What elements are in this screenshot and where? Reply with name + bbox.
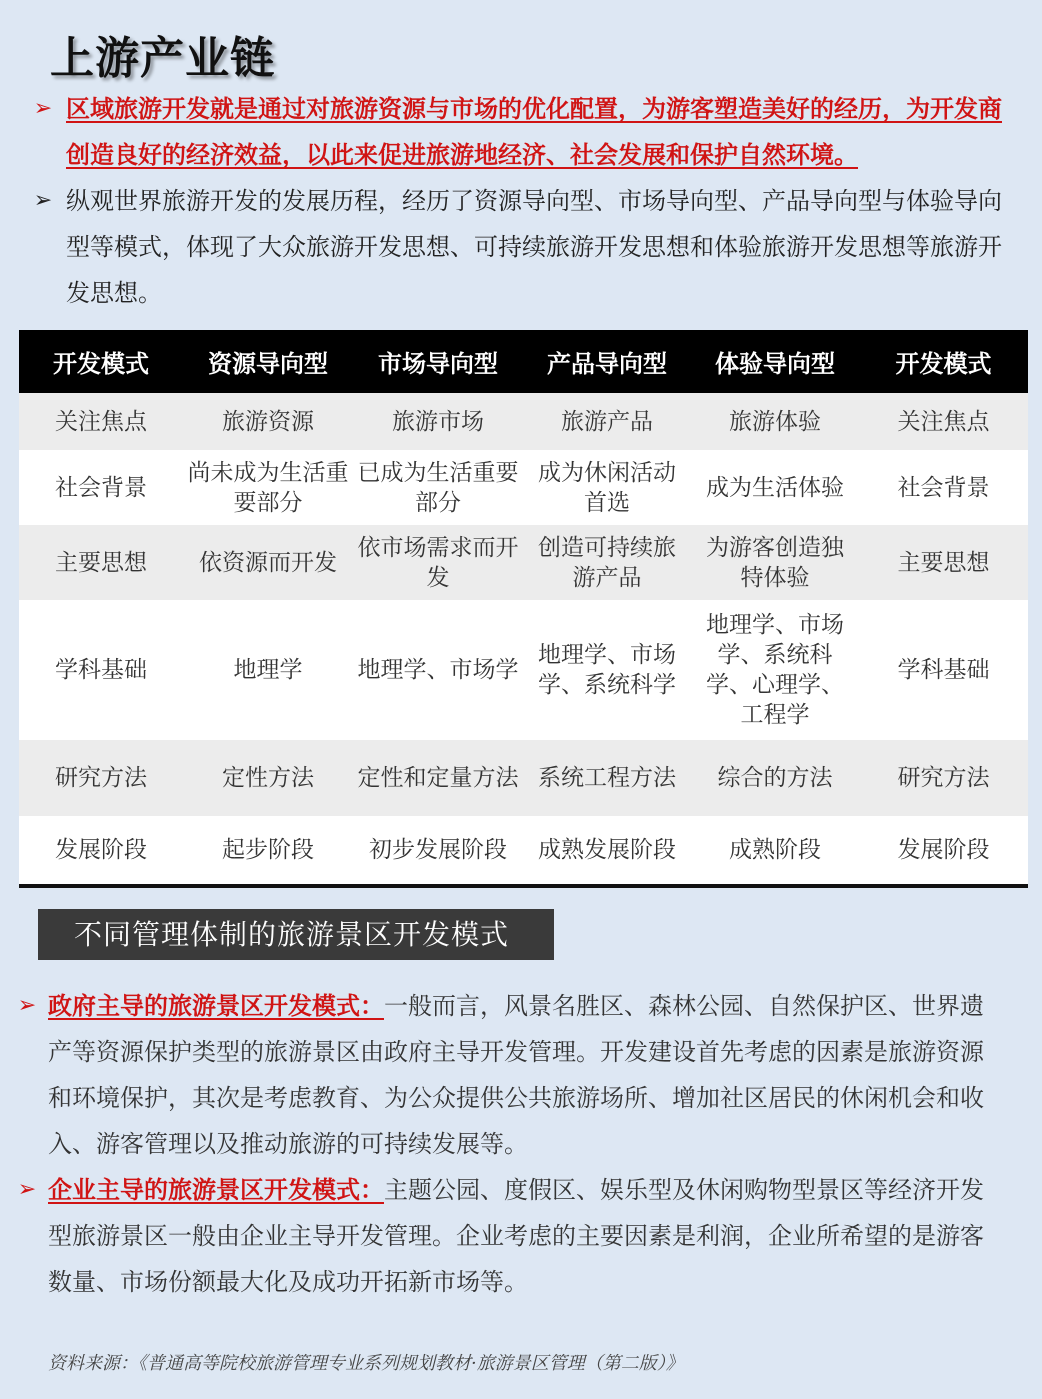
table-cell: 尚未成为生活重要部分 (183, 450, 353, 525)
table-cell: 系统工程方法 (523, 740, 691, 816)
table-cell: 成熟阶段 (691, 816, 859, 886)
table-header-cell: 开发模式 (19, 330, 183, 393)
table-cell: 为游客创造独特体验 (691, 525, 859, 600)
intro-text-1: 区域旅游开发就是通过对旅游资源与市场的优化配置，为游客塑造美好的经历，为开发商创造良好的经济效益，以此来促进旅游地经济、社会发展和保护自然环境。 (66, 94, 1002, 169)
intro-bullets (28, 86, 1018, 316)
arrow-bullet-icon: ➢ (33, 188, 53, 213)
table-header-cell: 资源导向型 (183, 330, 353, 393)
table-cell: 地理学、市场学、系统科学、心理学、工程学 (691, 600, 859, 740)
table-cell: 地理学 (183, 600, 353, 740)
table-cell: 地理学、市场学 (353, 600, 523, 740)
table-header-cell: 市场导向型 (353, 330, 523, 393)
table-cell: 关注焦点 (19, 393, 183, 450)
intro-bullet-1 (28, 86, 1018, 178)
table-cell: 依市场需求而开发 (353, 525, 523, 600)
table-cell: 关注焦点 (859, 393, 1028, 450)
mode-bullet-government (12, 983, 1002, 1167)
table-cell: 定性和定量方法 (353, 740, 523, 816)
section-banner: 不同管理体制的旅游景区开发模式 (38, 909, 554, 960)
table-cell: 定性方法 (183, 740, 353, 816)
table-row (19, 600, 1028, 740)
table-cell: 发展阶段 (19, 816, 183, 886)
arrow-bullet-icon: ➢ (33, 96, 53, 121)
table-cell: 学科基础 (19, 600, 183, 740)
table-cell: 旅游市场 (353, 393, 523, 450)
table-cell: 发展阶段 (859, 816, 1028, 886)
page-title: 上游产业链 (50, 33, 275, 84)
table-cell: 研究方法 (19, 740, 183, 816)
mode-text-enterprise: 主题公园、度假区、娱乐型及休闲购物型景区等经济开发型旅游景区一般由企业主导开发管理。企业考虑的主要因素是利润，企业所希望的是游客数量、市场份额最大化及成功开拓新市场等。 (48, 1176, 984, 1296)
table-row (19, 740, 1028, 816)
table-cell: 研究方法 (859, 740, 1028, 816)
table-cell: 旅游产品 (523, 393, 691, 450)
table-header-cell: 开发模式 (859, 330, 1028, 393)
table-header-cell: 产品导向型 (523, 330, 691, 393)
table-cell: 地理学、市场学、系统科学 (523, 600, 691, 740)
intro-text-2: 纵观世界旅游开发的发展历程，经历了资源导向型、市场导向型、产品导向型与体验导向型等模式，体现了大众旅游开发思想、可持续旅游开发思想和体验旅游开发思想等旅游开发思想。 (66, 187, 1002, 307)
table-cell: 主要思想 (859, 525, 1028, 600)
table-cell: 主要思想 (19, 525, 183, 600)
table-row (19, 525, 1028, 600)
mode-bullet-enterprise (12, 1167, 1002, 1305)
table-cell: 成为休闲活动首选 (523, 450, 691, 525)
table-cell: 社会背景 (19, 450, 183, 525)
table-row (19, 393, 1028, 450)
table-header-cell: 体验导向型 (691, 330, 859, 393)
table-cell: 起步阶段 (183, 816, 353, 886)
mode-lead-enterprise: 企业主导的旅游景区开发模式： (48, 1175, 384, 1204)
table-cell: 旅游体验 (691, 393, 859, 450)
table-cell: 成为生活体验 (691, 450, 859, 525)
table-cell: 旅游资源 (183, 393, 353, 450)
mode-text-government: 一般而言，风景名胜区、森林公园、自然保护区、世界遗产等资源保护类型的旅游景区由政府主导开发管理。开发建设首先考虑的因素是旅游资源和环境保护，其次是考虑教育、为公众提供公共旅游场所、增加社区居民的休闲机会和收入、游客管理以及推动旅游的可持续发展等。 (48, 992, 984, 1158)
table-row (19, 816, 1028, 886)
table-header-row (19, 330, 1028, 393)
table-cell: 学科基础 (859, 600, 1028, 740)
table-row (19, 450, 1028, 525)
table-cell: 社会背景 (859, 450, 1028, 525)
table-cell: 依资源而开发 (183, 525, 353, 600)
intro-bullet-2 (28, 178, 1018, 316)
development-modes-table (19, 330, 1028, 888)
table-cell: 创造可持续旅游产品 (523, 525, 691, 600)
table-cell: 综合的方法 (691, 740, 859, 816)
arrow-bullet-icon: ➢ (17, 1177, 37, 1202)
mode-lead-government: 政府主导的旅游景区开发模式： (48, 991, 384, 1020)
arrow-bullet-icon: ➢ (17, 993, 37, 1018)
source-citation: 资料来源：《普通高等院校旅游管理专业系列规划教材·旅游景区管理（第二版）》 (48, 1353, 684, 1374)
mode-bullets (12, 983, 1002, 1305)
table-cell: 成熟发展阶段 (523, 816, 691, 886)
table-cell: 初步发展阶段 (353, 816, 523, 886)
table-cell: 已成为生活重要部分 (353, 450, 523, 525)
